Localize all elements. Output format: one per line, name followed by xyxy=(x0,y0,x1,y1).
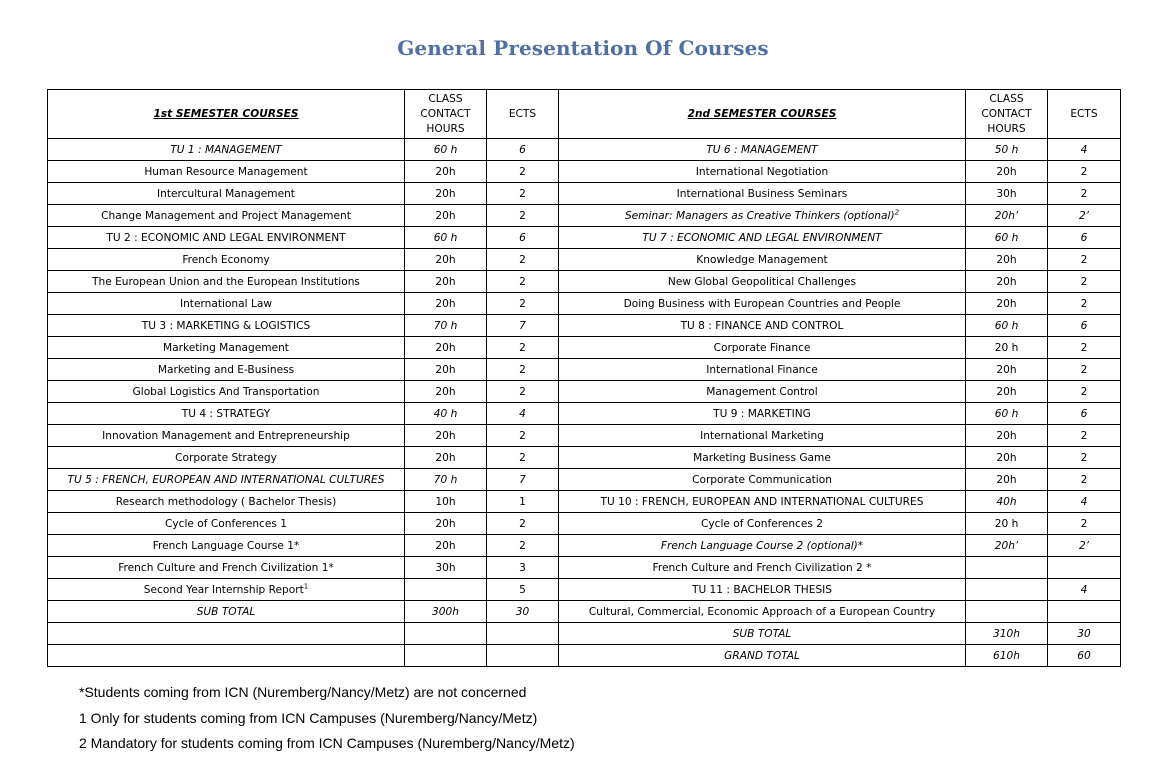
sem1-course-name xyxy=(48,623,405,645)
sem2-course-name xyxy=(559,337,966,359)
sem1-course-label: Second Year Internship Report xyxy=(143,583,304,596)
sem1-course-hours: 60 h xyxy=(405,227,487,249)
sem1-course-ects: 7 xyxy=(487,315,559,337)
sem2-course-name xyxy=(559,293,966,315)
sem1-course-hours: 20h xyxy=(405,183,487,205)
sem1-course-label: TU 5 : FRENCH, EUROPEAN AND INTERNATIONAL CULTURES xyxy=(67,473,385,486)
sem2-course-hours: 20 h xyxy=(966,513,1048,535)
sem2-course-ects: 2 xyxy=(1048,425,1121,447)
sem2-course-ects: 2 xyxy=(1048,249,1121,271)
sem1-course-name xyxy=(48,293,405,315)
sem2-course-hours xyxy=(966,601,1048,623)
sem2-course-name xyxy=(559,623,966,645)
page-title: General Presentation Of Courses xyxy=(397,36,769,60)
sem2-course-ects: 2 xyxy=(1048,359,1121,381)
sem1-course-label: TU 1 : MANAGEMENT xyxy=(170,143,282,156)
sem2-course-ects: 2 xyxy=(1048,183,1121,205)
sem2-course-ects: 60 xyxy=(1048,645,1121,667)
sem2-ects-header: ECTS xyxy=(1048,90,1121,139)
sem1-course-hours: 300h xyxy=(405,601,487,623)
sem2-course-label: French Culture and French Civilization 2 * xyxy=(652,561,872,574)
table-row xyxy=(48,315,1121,337)
sem1-course-hours: 20h xyxy=(405,205,487,227)
sem2-course-hours: 20h xyxy=(966,359,1048,381)
sem2-course-hours: 20h’ xyxy=(966,205,1048,227)
sem2-hours-header: CLASS CONTACT HOURS xyxy=(966,90,1048,139)
sem1-course-name xyxy=(48,337,405,359)
footnote-asterisk: *Students coming from ICN (Nuremberg/Nancy/Metz) are not concerned xyxy=(79,684,527,700)
sem2-course-ects xyxy=(1048,557,1121,579)
table-row xyxy=(48,293,1121,315)
sem1-course-name xyxy=(48,161,405,183)
sem1-course-ects: 2 xyxy=(487,535,559,557)
sem1-course-label: French Economy xyxy=(182,253,270,266)
table-row xyxy=(48,161,1121,183)
sem2-course-name xyxy=(559,139,966,161)
table-header-row xyxy=(48,90,1121,139)
sem1-course-ects: 30 xyxy=(487,601,559,623)
sem2-course-hours: 20h xyxy=(966,469,1048,491)
sem1-course-ects: 2 xyxy=(487,337,559,359)
sem2-course-name xyxy=(559,513,966,535)
table-row xyxy=(48,271,1121,293)
table-row xyxy=(48,513,1121,535)
sem1-course-label: Innovation Management and Entrepreneurship xyxy=(102,429,350,442)
sem1-course-hours: 20h xyxy=(405,513,487,535)
sem2-course-ects: 2 xyxy=(1048,161,1121,183)
sem1-course-name xyxy=(48,403,405,425)
table-row xyxy=(48,645,1121,667)
sem1-hours-header: CLASS CONTACT HOURS xyxy=(405,90,487,139)
table-row xyxy=(48,403,1121,425)
table-row xyxy=(48,557,1121,579)
sem2-course-hours: 20 h xyxy=(966,337,1048,359)
sem1-course-ects: 2 xyxy=(487,425,559,447)
sem2-course-ects: 2’ xyxy=(1048,205,1121,227)
sem1-course-ects: 2 xyxy=(487,359,559,381)
sem1-course-name xyxy=(48,513,405,535)
sem2-course-ects: 2 xyxy=(1048,293,1121,315)
sem2-course-label: TU 8 : FINANCE AND CONTROL xyxy=(680,319,844,332)
sem1-course-label: The European Union and the European Institutions xyxy=(92,275,360,288)
sem2-course-label: SUB TOTAL xyxy=(732,627,792,640)
sem1-course-name xyxy=(48,645,405,667)
sem2-course-name xyxy=(559,205,966,227)
sem2-course-hours: 610h xyxy=(966,645,1048,667)
sem2-course-name xyxy=(559,183,966,205)
sem1-course-hours: 20h xyxy=(405,161,487,183)
sem2-course-label: TU 7 : ECONOMIC AND LEGAL ENVIRONMENT xyxy=(642,231,882,244)
sem2-course-label: TU 6 : MANAGEMENT xyxy=(706,143,818,156)
footnote-2: 2 Mandatory for students coming from ICN Campuses (Nuremberg/Nancy/Metz) xyxy=(79,735,575,751)
sem2-course-hours: 20h xyxy=(966,161,1048,183)
sem2-course-hours: 20h xyxy=(966,293,1048,315)
sem2-course-name xyxy=(559,161,966,183)
table-row xyxy=(48,183,1121,205)
sem1-course-name xyxy=(48,315,405,337)
sem2-course-name xyxy=(559,579,966,601)
sem2-course-name xyxy=(559,315,966,337)
sem2-course-ects: 6 xyxy=(1048,315,1121,337)
sem1-course-hours: 20h xyxy=(405,271,487,293)
table-row xyxy=(48,469,1121,491)
sem1-course-name xyxy=(48,491,405,513)
sem2-course-label: Corporate Communication xyxy=(692,473,832,486)
footnote-1: 1 Only for students coming from ICN Campuses (Nuremberg/Nancy/Metz) xyxy=(79,709,538,726)
sem1-course-label: Marketing Management xyxy=(163,341,289,354)
sem2-course-ects: 2 xyxy=(1048,513,1121,535)
sem1-course-name xyxy=(48,425,405,447)
sem2-course-hours: 310h xyxy=(966,623,1048,645)
table-row xyxy=(48,425,1121,447)
sem2-course-label: International Business Seminars xyxy=(676,187,848,200)
sem1-course-hours: 20h xyxy=(405,293,487,315)
sem2-course-name xyxy=(559,469,966,491)
sem1-course-ects: 2 xyxy=(487,293,559,315)
sem1-course-ects: 6 xyxy=(487,139,559,161)
table-row xyxy=(48,249,1121,271)
sem2-course-label: Corporate Finance xyxy=(713,341,811,354)
sem1-course-ects: 2 xyxy=(487,183,559,205)
sem1-course-name xyxy=(48,359,405,381)
sem1-course-hours xyxy=(405,579,487,601)
sem2-course-hours xyxy=(966,557,1048,579)
sem1-course-name xyxy=(48,183,405,205)
sem2-course-label: French Language Course 2 (optional)* xyxy=(660,539,864,552)
sem2-course-label: International Marketing xyxy=(700,429,824,442)
sem1-ects-header: ECTS xyxy=(487,90,559,139)
sem1-course-name xyxy=(48,139,405,161)
sem1-course-hours: 20h xyxy=(405,359,487,381)
table-row xyxy=(48,359,1121,381)
sem1-course-label: International Law xyxy=(179,297,273,310)
sem2-course-ects: 2 xyxy=(1048,469,1121,491)
sem2-course-ects: 6 xyxy=(1048,403,1121,425)
table-row xyxy=(48,579,1121,601)
sem2-course-hours: 20h xyxy=(966,425,1048,447)
sem1-course-ects xyxy=(487,645,559,667)
sem1-course-ects: 2 xyxy=(487,381,559,403)
sem2-course-label: TU 11 : BACHELOR THESIS xyxy=(691,583,833,596)
sem1-course-ects: 2 xyxy=(487,161,559,183)
sem2-course-ects: 4 xyxy=(1048,139,1121,161)
sem2-course-name xyxy=(559,381,966,403)
sem1-course-hours: 40 h xyxy=(405,403,487,425)
sem1-course-label: Change Management and Project Management xyxy=(101,209,351,222)
sem2-course-name xyxy=(559,601,966,623)
sem2-course-ects: 4 xyxy=(1048,491,1121,513)
sem1-course-hours: 30h xyxy=(405,557,487,579)
sem2-course-name xyxy=(559,447,966,469)
sem1-course-hours xyxy=(405,623,487,645)
table-row xyxy=(48,337,1121,359)
sem2-course-name xyxy=(559,249,966,271)
sem2-course-label: New Global Geopolitical Challenges xyxy=(667,275,857,288)
sem1-course-name xyxy=(48,227,405,249)
sem1-course-hours: 20h xyxy=(405,249,487,271)
courses-table xyxy=(47,89,1121,667)
sem1-course-hours: 20h xyxy=(405,337,487,359)
sem2-course-hours: 20h xyxy=(966,249,1048,271)
sem2-course-hours: 20h xyxy=(966,271,1048,293)
sem1-course-hours: 60 h xyxy=(405,139,487,161)
table-row xyxy=(48,601,1121,623)
sem2-course-label: Seminar: Managers as Creative Thinkers (optional) xyxy=(624,209,895,222)
sem1-course-label: French Culture and French Civilization 1* xyxy=(118,561,334,574)
sem1-course-ects: 2 xyxy=(487,271,559,293)
sem2-course-hours: 60 h xyxy=(966,227,1048,249)
sem2-course-ects: 4 xyxy=(1048,579,1121,601)
sem2-course-label: Management Control xyxy=(706,385,818,398)
sem1-course-hours: 20h xyxy=(405,425,487,447)
sem2-course-hours xyxy=(966,579,1048,601)
sem2-header: 2nd SEMESTER COURSES xyxy=(559,90,966,139)
sem2-footnote-ref: 2 xyxy=(894,207,900,216)
sem1-course-hours: 10h xyxy=(405,491,487,513)
sem1-course-name xyxy=(48,601,405,623)
sem2-course-label: TU 10 : FRENCH, EUROPEAN AND INTERNATIONAL CULTURES xyxy=(600,495,924,508)
sem1-course-ects: 4 xyxy=(487,403,559,425)
sem1-course-hours: 70 h xyxy=(405,315,487,337)
sem2-course-ects: 2 xyxy=(1048,381,1121,403)
sem1-course-name xyxy=(48,249,405,271)
sem1-footnote-ref: 1 xyxy=(303,581,309,590)
sem2-course-label: International Negotiation xyxy=(695,165,829,178)
sem1-header: 1st SEMESTER COURSES xyxy=(48,90,405,139)
sem1-course-label: Intercultural Management xyxy=(157,187,295,200)
sem1-course-hours: 20h xyxy=(405,447,487,469)
sem2-course-ects: 6 xyxy=(1048,227,1121,249)
table-row xyxy=(48,227,1121,249)
sem1-course-name xyxy=(48,447,405,469)
sem1-course-label: TU 2 : ECONOMIC AND LEGAL ENVIRONMENT xyxy=(106,231,346,244)
table-row xyxy=(48,623,1121,645)
sem1-course-hours xyxy=(405,645,487,667)
sem1-course-ects: 6 xyxy=(487,227,559,249)
sem1-course-name xyxy=(48,205,405,227)
sem2-course-label: Cycle of Conferences 2 xyxy=(700,517,824,530)
sem1-course-label: Research methodology ( Bachelor Thesis) xyxy=(115,495,337,508)
course-rows xyxy=(48,139,1121,667)
sem1-course-label: Marketing and E-Business xyxy=(157,363,295,376)
sem1-course-name xyxy=(48,579,405,601)
sem1-course-ects: 1 xyxy=(487,491,559,513)
sem2-course-name xyxy=(559,425,966,447)
sem2-course-ects: 30 xyxy=(1048,623,1121,645)
sem1-course-ects: 2 xyxy=(487,513,559,535)
sem2-course-label: Marketing Business Game xyxy=(693,451,831,464)
sem2-course-ects: 2’ xyxy=(1048,535,1121,557)
table-row xyxy=(48,139,1121,161)
sem1-course-label: TU 3 : MARKETING & LOGISTICS xyxy=(141,319,311,332)
sem1-course-ects: 2 xyxy=(487,205,559,227)
sem1-course-ects: 3 xyxy=(487,557,559,579)
sem2-course-ects: 2 xyxy=(1048,337,1121,359)
table-row xyxy=(48,535,1121,557)
sem1-course-label: SUB TOTAL xyxy=(196,605,256,618)
sem1-course-ects: 7 xyxy=(487,469,559,491)
sem2-course-hours: 20h xyxy=(966,381,1048,403)
sem2-course-name xyxy=(559,271,966,293)
sem1-course-label: French Language Course 1* xyxy=(152,539,300,552)
sem1-course-label: Cycle of Conferences 1 xyxy=(164,517,288,530)
sem2-course-ects xyxy=(1048,601,1121,623)
sem2-course-hours: 20h xyxy=(966,447,1048,469)
sem1-course-name xyxy=(48,381,405,403)
sem1-course-ects: 2 xyxy=(487,249,559,271)
sem2-course-name xyxy=(559,535,966,557)
sem2-course-name xyxy=(559,227,966,249)
footnotes xyxy=(79,680,575,757)
table-row xyxy=(48,491,1121,513)
sem1-course-label: Human Resource Management xyxy=(144,165,308,178)
sem1-course-name xyxy=(48,271,405,293)
sem2-course-hours: 60 h xyxy=(966,315,1048,337)
sem2-course-name xyxy=(559,359,966,381)
sem2-course-hours: 50 h xyxy=(966,139,1048,161)
sem2-course-label: TU 9 : MARKETING xyxy=(713,407,811,420)
sem1-course-name xyxy=(48,535,405,557)
sem1-course-ects xyxy=(487,623,559,645)
sem1-course-label: TU 4 : STRATEGY xyxy=(181,407,271,420)
table-row xyxy=(48,381,1121,403)
sem2-course-ects: 2 xyxy=(1048,271,1121,293)
sem2-course-label: Doing Business with European Countries and People xyxy=(623,297,901,310)
sem1-course-ects: 5 xyxy=(487,579,559,601)
table-row xyxy=(48,447,1121,469)
sem1-course-label: Global Logistics And Transportation xyxy=(132,385,320,398)
sem2-course-name xyxy=(559,645,966,667)
sem1-course-hours: 20h xyxy=(405,381,487,403)
sem1-course-label: Corporate Strategy xyxy=(175,451,277,464)
sem2-course-hours: 30h xyxy=(966,183,1048,205)
sem2-course-ects: 2 xyxy=(1048,447,1121,469)
sem1-course-name xyxy=(48,557,405,579)
sem1-course-hours: 20h xyxy=(405,535,487,557)
table-row xyxy=(48,205,1121,227)
sem2-course-label: Cultural, Commercial, Economic Approach of a European Country xyxy=(588,605,936,618)
sem2-course-name xyxy=(559,403,966,425)
sem2-course-label: International Finance xyxy=(706,363,818,376)
sem1-course-name xyxy=(48,469,405,491)
sem2-course-hours: 20h’ xyxy=(966,535,1048,557)
sem2-course-name xyxy=(559,491,966,513)
sem1-course-ects: 2 xyxy=(487,447,559,469)
sem2-course-label: GRAND TOTAL xyxy=(724,649,800,662)
sem2-course-name xyxy=(559,557,966,579)
sem2-course-hours: 60 h xyxy=(966,403,1048,425)
sem1-course-hours: 70 h xyxy=(405,469,487,491)
sem2-course-label: Knowledge Management xyxy=(696,253,828,266)
sem2-course-hours: 40h xyxy=(966,491,1048,513)
